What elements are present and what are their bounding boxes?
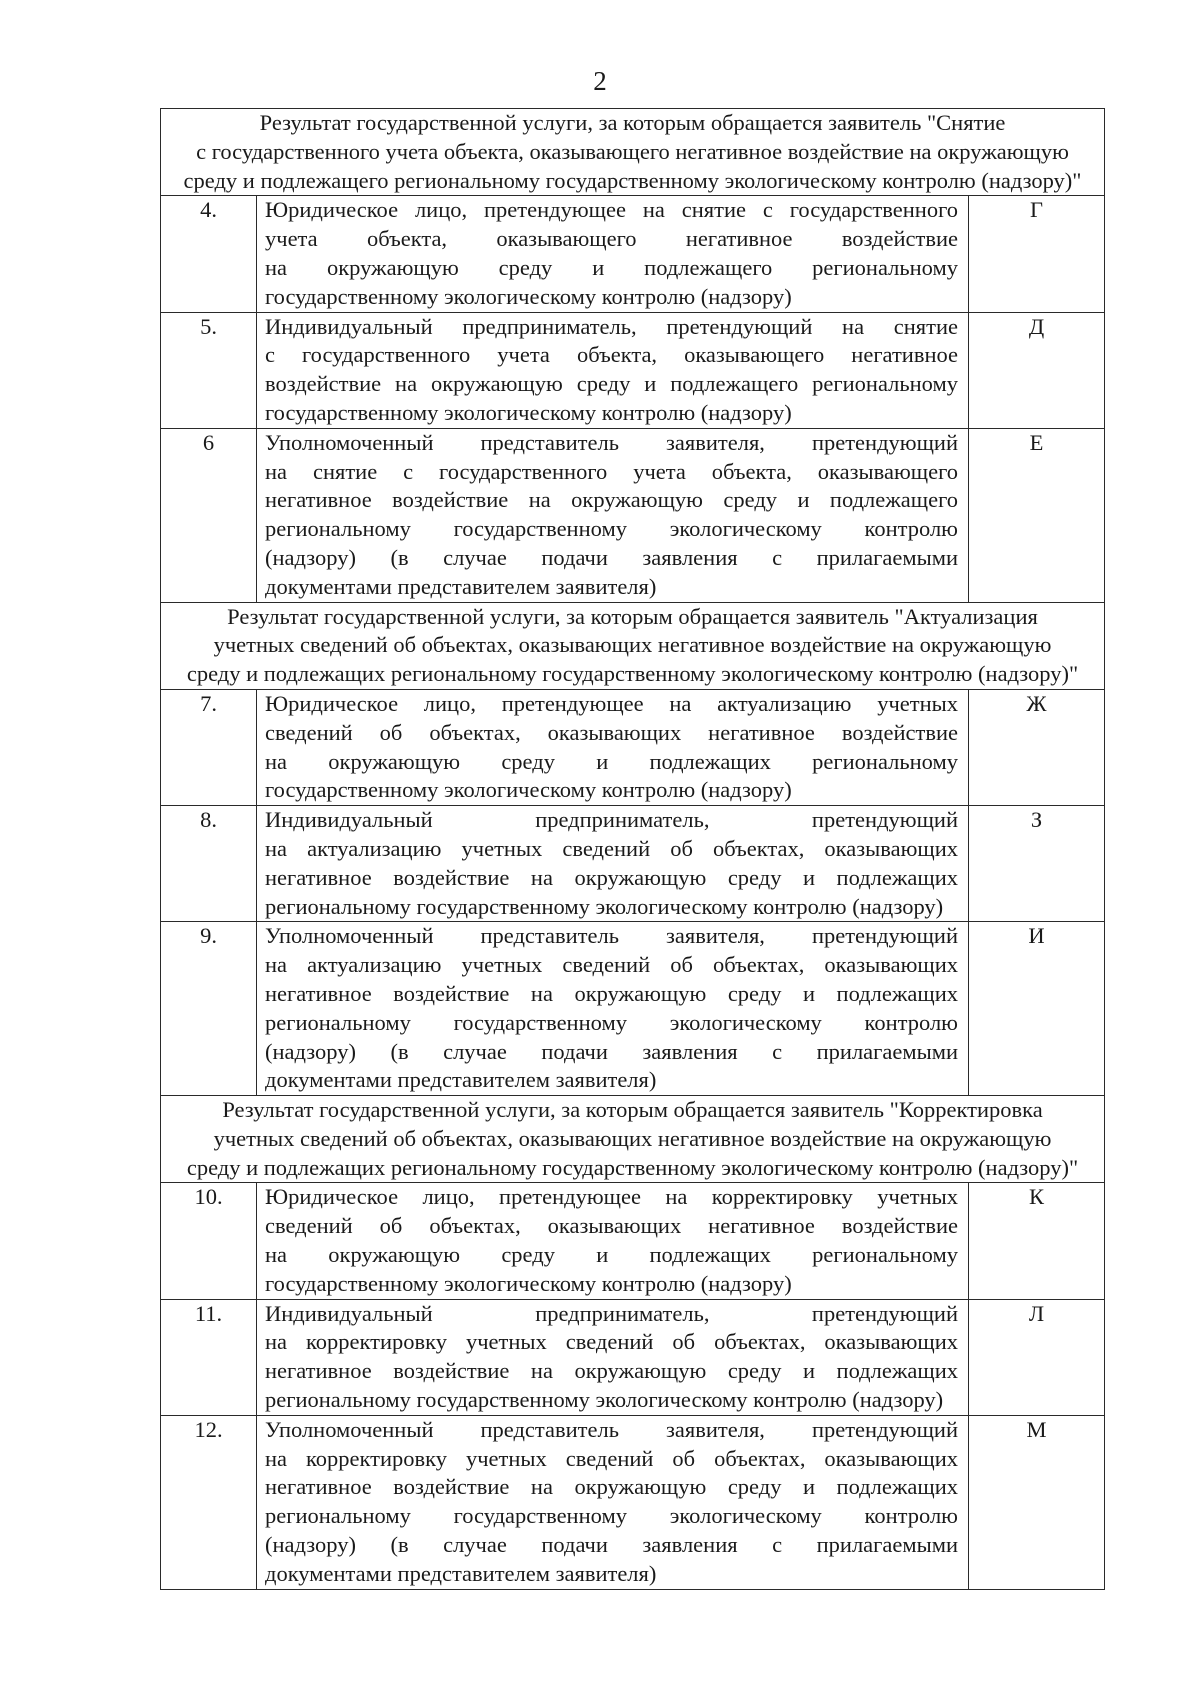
description-line: воздействие на окружающую среду и подлежащего региональному [265,371,958,397]
section-title-line: Результат государственной услуги, за которым обращается заявитель "Актуализация [227,603,1038,629]
section-header-row [161,109,1105,196]
table-row [161,312,1105,428]
row-number: 7. [161,689,257,805]
description-line: на снятие с государственного учета объекта, оказывающего [265,458,958,484]
description-line: государственному экологическому контролю (надзору) [265,399,792,425]
description-line: региональному государственному экологическому контролю (надзору) [265,1387,944,1413]
applicant-categories-table [160,108,1105,1590]
row-number: 12. [161,1415,257,1589]
description-line: региональному государственному экологическому контролю [265,516,958,542]
description-line: учета объекта, оказывающего негативное воздействие [265,226,958,252]
description-line: на окружающую среду и подлежащих региональному [265,1242,958,1268]
table-row [161,922,1105,1096]
section-title [161,1096,1105,1183]
description-line: региональному государственному экологическому контролю (надзору) [265,893,944,919]
row-number: 9. [161,922,257,1096]
section-title-line: с государственного учета объекта, оказывающего негативное воздействие на окружающую [196,138,1069,164]
row-number: 10. [161,1183,257,1299]
section-title-line: Результат государственной услуги, за которым обращается заявитель "Снятие [259,110,1006,135]
section-header-row [161,1096,1105,1183]
description-line: (надзору) (в случае подачи заявления с прилагаемыми [265,1532,958,1558]
description-line: государственному экологическому контролю (надзору) [265,777,792,803]
description-line: Юридическое лицо, претендующее на корректировку учетных [265,1184,958,1210]
table-row [161,1415,1105,1589]
description-line: Индивидуальный предприниматель, претендующий [265,807,958,833]
variant-code: З [969,806,1105,922]
description-line: Индивидуальный предприниматель, претендующий на снятие [265,313,958,339]
description-line: на актуализацию учетных сведений об объектах, оказывающих [265,835,958,861]
description-line: сведений об объектах, оказывающих негативное воздействие [265,719,958,745]
description-line: документами представителем заявителя) [265,1067,657,1093]
applicant-description [257,1415,969,1589]
description-line: (надзору) (в случае подачи заявления с прилагаемыми [265,544,958,570]
description-line: на окружающую среду и подлежащего региональному [265,254,958,280]
table-row [161,689,1105,805]
section-title [161,602,1105,689]
applicant-description [257,196,969,312]
row-number: 6 [161,428,257,602]
variant-code: Ж [969,689,1105,805]
description-line: документами представителем заявителя) [265,1560,657,1586]
table-row [161,196,1105,312]
description-line: Уполномоченный представитель заявителя, претендующий [265,923,958,949]
row-number: 8. [161,806,257,922]
variant-code: Е [969,428,1105,602]
description-line: Уполномоченный представитель заявителя, претендующий [265,1416,958,1442]
description-line: Уполномоченный представитель заявителя, претендующий [265,429,958,455]
description-line: негативное воздействие на окружающую среду и подлежащего [265,487,958,513]
section-header-row [161,602,1105,689]
description-line: на корректировку учетных сведений об объектах, оказывающих [265,1329,958,1355]
description-line: (надзору) (в случае подачи заявления с прилагаемыми [265,1038,958,1064]
section-title-line: Результат государственной услуги, за которым обращается заявитель "Корректировка [222,1097,1043,1123]
description-line: Юридическое лицо, претендующее на снятие с государственного [265,197,958,223]
applicant-description [257,922,969,1096]
section-title-line: среду и подлежащих региональному государственному экологическому контролю (надзору)" [186,1154,1079,1180]
variant-code: Г [969,196,1105,312]
description-line: государственному экологическому контролю (надзору) [265,1270,792,1296]
description-line: негативное воздействие на окружающую среду и подлежащих [265,1474,958,1500]
applicant-description [257,1299,969,1415]
variant-code: К [969,1183,1105,1299]
description-line: негативное воздействие на окружающую среду и подлежащих [265,864,958,890]
row-number: 11. [161,1299,257,1415]
table-row [161,806,1105,922]
row-number: 5. [161,312,257,428]
variant-code: Л [969,1299,1105,1415]
description-line: Юридическое лицо, претендующее на актуализацию учетных [265,690,958,716]
description-line: государственному экологическому контролю (надзору) [265,283,792,309]
row-number: 4. [161,196,257,312]
description-line: региональному государственному экологическому контролю [265,1009,958,1035]
section-title [161,109,1105,196]
description-line: региональному государственному экологическому контролю [265,1503,958,1529]
section-title-line: среду и подлежащих региональному государственному экологическому контролю (надзору)" [186,661,1079,687]
description-line: на корректировку учетных сведений об объектах, оказывающих [265,1445,958,1471]
description-line: сведений об объектах, оказывающих негативное воздействие [265,1213,958,1239]
table-row [161,428,1105,602]
page-number: 2 [593,66,607,96]
variant-code: М [969,1415,1105,1589]
description-line: на окружающую среду и подлежащих региональному [265,748,958,774]
section-title-line: учетных сведений об объектах, оказывающих негативное воздействие на окружающую [213,1125,1052,1151]
applicant-description [257,312,969,428]
applicant-description [257,689,969,805]
section-title-line: среду и подлежащего региональному государственному экологическому контролю (надзору)" [183,167,1082,193]
table-body [161,109,1105,1590]
variant-code: И [969,922,1105,1096]
table-row [161,1299,1105,1415]
applicant-description [257,428,969,602]
applicant-description [257,806,969,922]
description-line: на актуализацию учетных сведений об объектах, оказывающих [265,952,958,978]
description-line: негативное воздействие на окружающую среду и подлежащих [265,980,958,1006]
section-title-line: учетных сведений об объектах, оказывающих негативное воздействие на окружающую [213,632,1052,658]
table-row [161,1183,1105,1299]
description-line: негативное воздействие на окружающую среду и подлежащих [265,1358,958,1384]
description-line: Индивидуальный предприниматель, претендующий [265,1300,958,1326]
applicant-description [257,1183,969,1299]
description-line: с государственного учета объекта, оказывающего негативное [265,342,958,368]
description-line: документами представителем заявителя) [265,573,657,599]
variant-code: Д [969,312,1105,428]
